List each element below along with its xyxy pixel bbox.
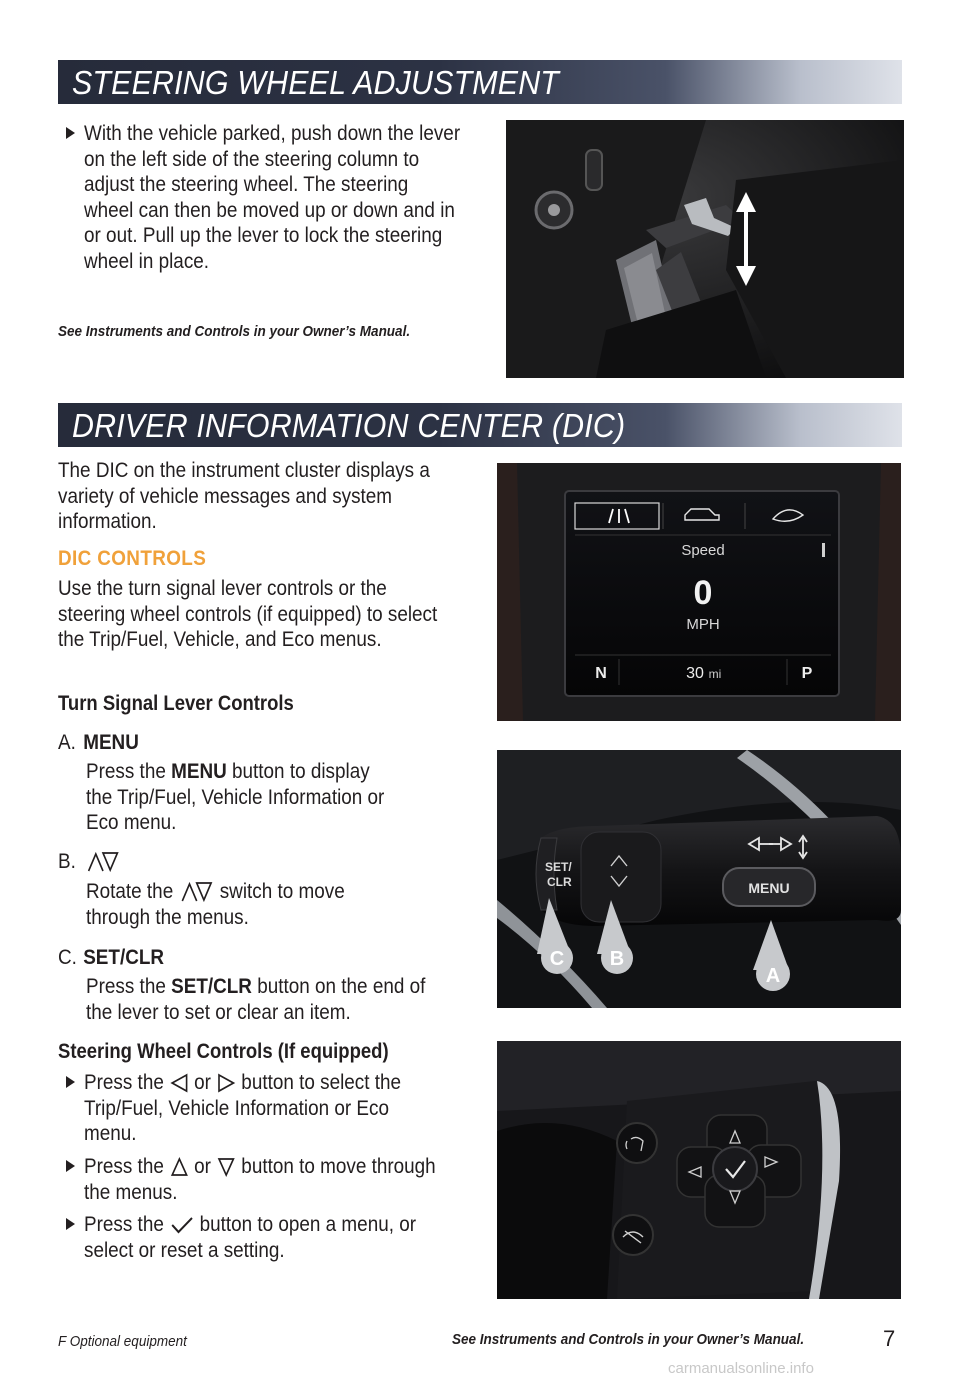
item-b-desc: [86, 879, 401, 930]
steering-paragraph: [66, 121, 462, 274]
item-b: [58, 849, 436, 875]
optional-equipment-note: [58, 1333, 187, 1350]
desc-text: button to display the Trip/Fuel, Vehicle Information or Eco menu.: [86, 760, 385, 834]
section-header-steering: [58, 60, 902, 104]
set-clr-label-1: SET/: [545, 860, 572, 874]
item-letter: B.: [58, 850, 76, 873]
callout-a: A: [765, 965, 781, 987]
up-down-triangle-icon: [178, 881, 214, 903]
up-down-triangle-icon: [87, 851, 119, 873]
desc-text: button to open a menu, or select or reset a setting.: [84, 1213, 417, 1262]
bullet-arrow-icon: [66, 1218, 75, 1230]
down-triangle-icon: [216, 1157, 236, 1177]
section-header-dic: [58, 403, 902, 447]
desc-text: button on the end of the lever to set or clear an item.: [86, 975, 426, 1024]
dic-intro: The DIC on the instrument cluster displays a variety of vehicle messages and system information.: [58, 459, 430, 533]
page-number: 7: [883, 1326, 896, 1351]
turn-signal-lever-photo: [497, 750, 901, 1008]
item-a-desc: [86, 759, 401, 836]
desc-text: or: [194, 1071, 211, 1094]
sw-bullet-3: [66, 1212, 444, 1263]
left-triangle-icon: [169, 1073, 189, 1093]
desc-text: Press the: [84, 1213, 164, 1236]
steering-wheel-controls-photo: [497, 1041, 901, 1299]
desc-text: Press the: [84, 1071, 164, 1094]
footer-manual-ref: See Instruments and Controls in your Owner’s Manual.: [452, 1331, 805, 1348]
section-title: DRIVER INFORMATION CENTER (DIC): [72, 407, 626, 444]
item-letter: A.: [58, 731, 76, 754]
up-triangle-icon: [169, 1157, 189, 1177]
gear-right: P: [801, 665, 813, 682]
desc-text: Press the: [86, 760, 166, 783]
desc-text: button to move through the menus.: [84, 1155, 436, 1204]
desc-text: Press the: [84, 1155, 164, 1178]
steering-manual-note: See Instruments and Controls in your Owner’s Manual.: [58, 323, 411, 340]
steering-column-photo: [506, 120, 904, 378]
dic-controls-text: Use the turn signal lever controls or the steering wheel controls (if equipped) to select the Trip/Fuel, Vehicle, and Eco menus.: [58, 577, 438, 651]
bullet-arrow-icon: [66, 1076, 75, 1088]
dic-display-photo: [497, 463, 901, 721]
optional-text: Optional equipment: [69, 1333, 187, 1350]
item-a: [58, 730, 436, 756]
right-triangle-icon: [216, 1073, 236, 1093]
bullet-arrow-icon: [66, 127, 75, 139]
dic-controls-heading: DIC CONTROLS: [58, 547, 207, 570]
odometer-unit: mi: [708, 667, 722, 681]
item-c-desc: [86, 974, 437, 1025]
dic-value: 0: [693, 574, 713, 612]
watermark: carmanualsonline.info: [668, 1360, 814, 1377]
item-c: [58, 945, 436, 971]
desc-bold: MENU: [171, 760, 227, 783]
desc-text: or: [194, 1155, 211, 1178]
item-name: MENU: [83, 731, 139, 754]
menu-button-label: MENU: [748, 880, 790, 896]
gear-left: N: [595, 665, 607, 682]
item-name: SET/CLR: [83, 946, 165, 969]
desc-text: Press the: [86, 975, 166, 998]
callout-c: C: [549, 948, 565, 970]
desc-text: Rotate the: [86, 880, 174, 903]
desc-text: button to select the Trip/Fuel, Vehicle Information or Eco menu.: [84, 1071, 402, 1145]
odometer-value: 30: [686, 665, 704, 682]
optional-symbol-icon: F: [58, 1333, 67, 1350]
steering-body-text: With the vehicle parked, push down the lever on the left side of the steering column to adjust the steering wheel. The steering wheel can then be moved up or down and in or out. Pull up the lever to lock the steering wheel in place.: [84, 122, 461, 273]
desc-text: switch to move through the menus.: [86, 880, 345, 929]
set-clr-label-2: CLR: [547, 875, 572, 889]
callout-b: B: [609, 948, 625, 970]
item-letter: C.: [58, 946, 77, 969]
steering-controls-heading: Steering Wheel Controls (If equipped): [58, 1040, 389, 1063]
checkmark-icon: [169, 1215, 194, 1235]
section-title: STEERING WHEEL ADJUSTMENT: [72, 64, 560, 101]
bullet-arrow-icon: [66, 1160, 75, 1172]
turn-signal-heading: Turn Signal Lever Controls: [58, 692, 294, 715]
sw-bullet-2: [66, 1154, 444, 1205]
dic-label: Speed: [681, 542, 725, 559]
dic-unit: MPH: [686, 616, 720, 633]
sw-bullet-1: [66, 1070, 444, 1147]
desc-bold: SET/CLR: [171, 975, 252, 998]
